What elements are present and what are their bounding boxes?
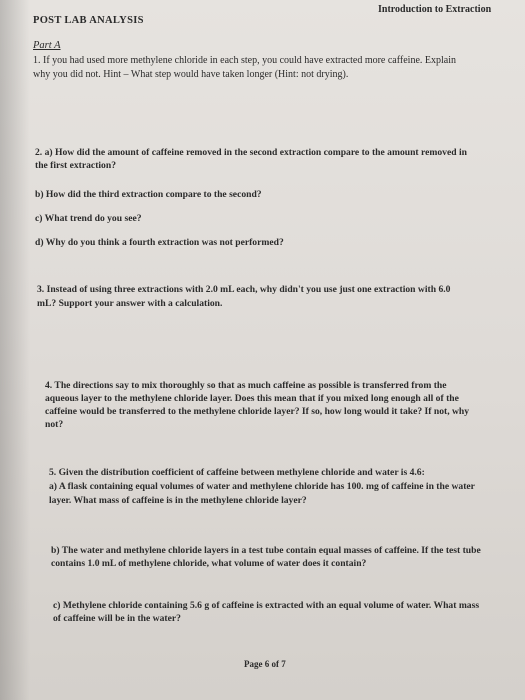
question-2b: b) How did the third extraction compare to the second? bbox=[35, 189, 262, 200]
question-5a-line-1: a) A flask containing equal volumes of water and methylene chloride has 100. mg of caffeine in the water bbox=[49, 481, 475, 492]
part-a-label: Part A bbox=[33, 40, 61, 51]
question-3-line-2: mL? Support your answer with a calculation. bbox=[37, 298, 223, 309]
question-5b-line-2: contains 1.0 mL of methylene chloride, what volume of water does it contain? bbox=[51, 558, 367, 569]
question-4-line-2: aqueous layer to the methylene chloride layer. Does this mean that if you mixed long enough all of the bbox=[45, 393, 459, 404]
question-2d: d) Why do you think a fourth extraction was not performed? bbox=[35, 237, 284, 248]
question-2c: c) What trend do you see? bbox=[35, 213, 142, 224]
question-1-line-1: 1. If you had used more methylene chloride in each step, you could have extracted more caffeine. Explain bbox=[33, 55, 456, 66]
page-number: Page 6 of 7 bbox=[244, 659, 286, 669]
page-shadow bbox=[0, 0, 30, 700]
question-5c-line-1: c) Methylene chloride containing 5.6 g of caffeine is extracted with an equal volume of water. What mass bbox=[53, 600, 480, 611]
question-5c-line-2: of caffeine will be in the water? bbox=[53, 613, 181, 624]
section-title: POST LAB ANALYSIS bbox=[33, 15, 144, 26]
question-4-line-3: caffeine would be transferred to the methylene chloride layer? If so, how long would it take? If not, why bbox=[45, 406, 470, 417]
question-3-line-1: 3. Instead of using three extractions with 2.0 mL each, why didn't you use just one extraction with 6.0 bbox=[37, 284, 451, 295]
chapter-header: Introduction to Extraction bbox=[378, 4, 492, 15]
question-5-intro: 5. Given the distribution coefficient of caffeine between methylene chloride and water is 4.6: bbox=[49, 467, 425, 478]
question-1-line-2: why you did not. Hint – What step would have taken longer (Hint: not drying). bbox=[33, 69, 349, 80]
question-5b-line-1: b) The water and methylene chloride layers in a test tube contain equal masses of caffeine. If the test tube bbox=[51, 545, 481, 556]
question-5a-line-2: layer. What mass of caffeine is in the methylene chloride layer? bbox=[49, 495, 307, 506]
question-2a-line-2: the first extraction? bbox=[35, 160, 116, 171]
question-4-line-4: not? bbox=[45, 419, 64, 430]
question-2a-line-1: 2. a) How did the amount of caffeine removed in the second extraction compare to the amount removed in bbox=[35, 147, 467, 158]
question-4-line-1: 4. The directions say to mix thoroughly so that as much caffeine as possible is transferred from the bbox=[45, 380, 447, 391]
